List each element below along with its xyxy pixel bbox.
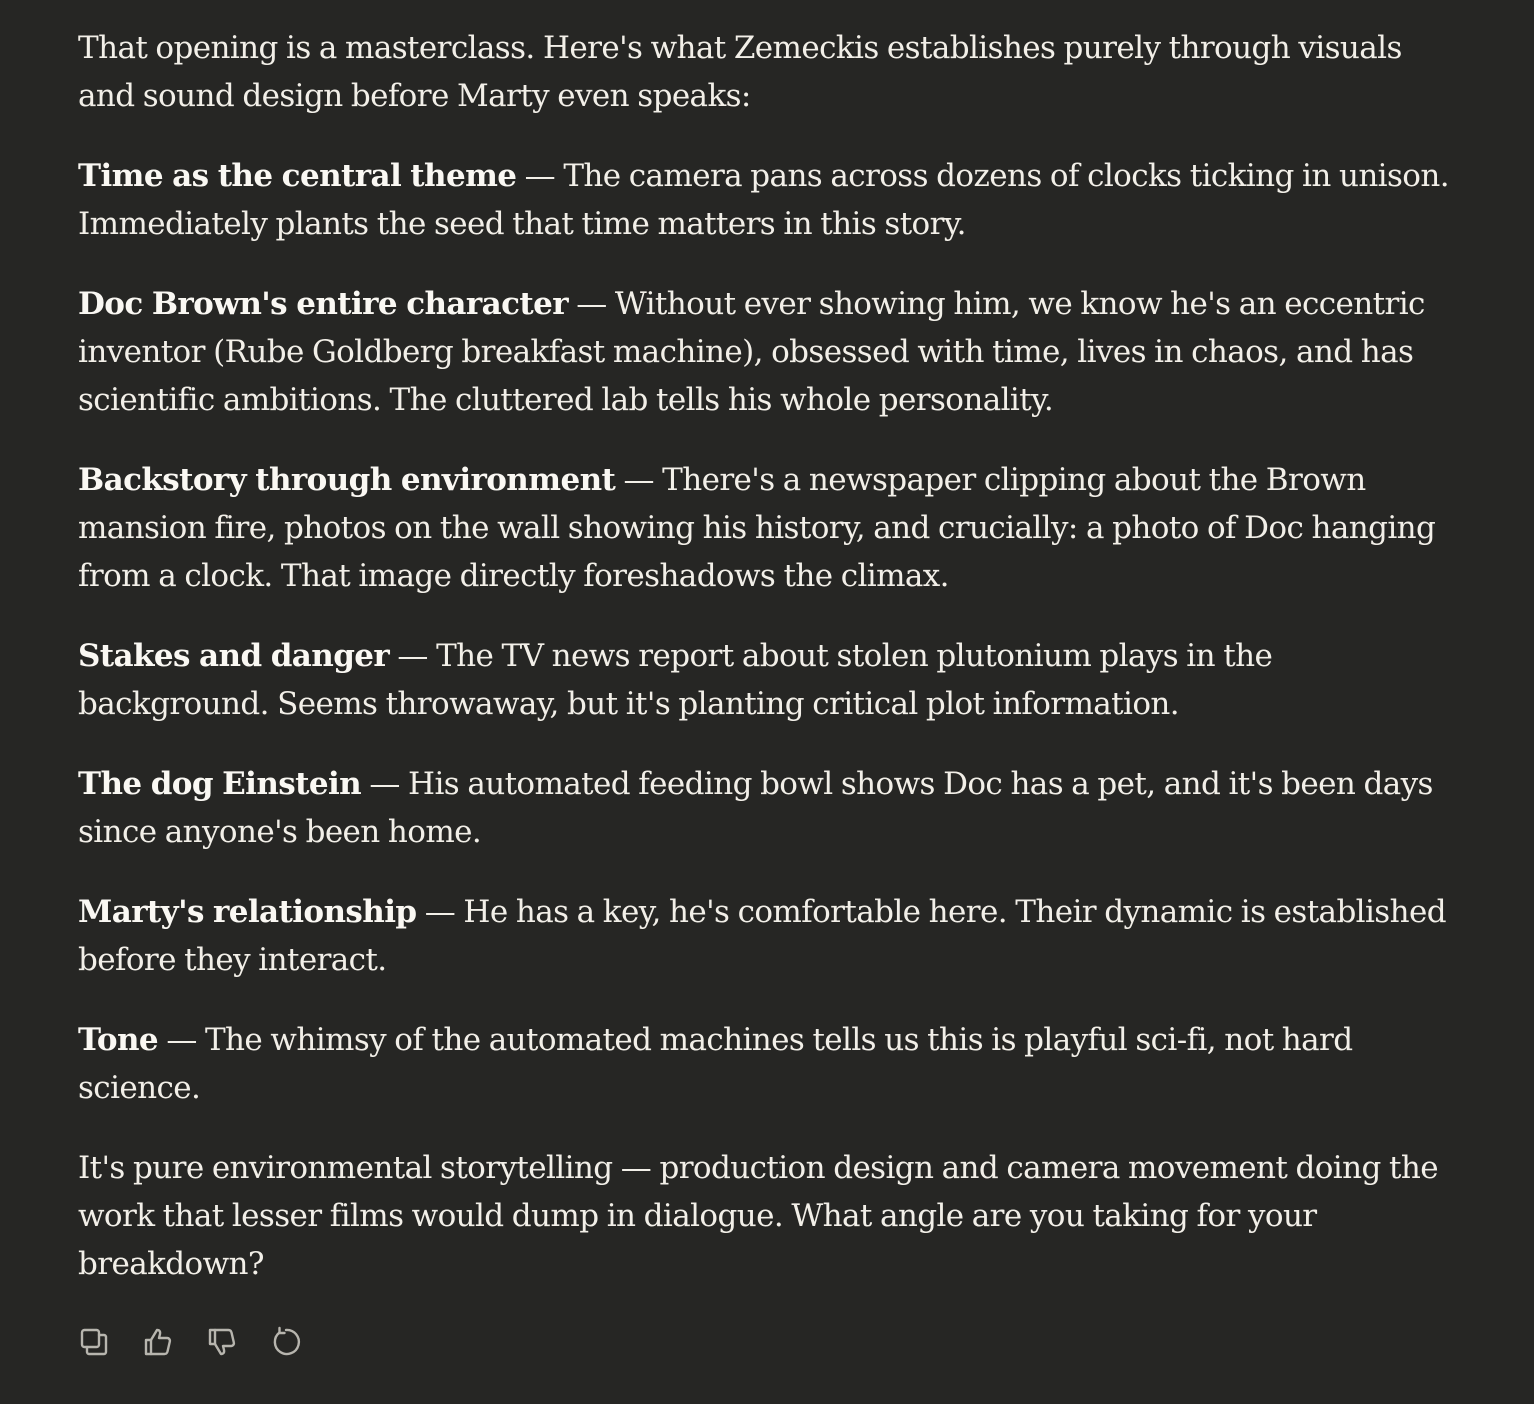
point-text: — There's a newspaper clipping about the Brown mansion fire, photos on the wall showing his history, and crucially: a photo of Doc hanging from a clock. That image directly foreshadows the climax. [78,462,1436,594]
point-text: — The camera pans across dozens of clocks ticking in unison. Immediately plants the seed that time matters in this story. [78,158,1449,242]
point-paragraph [78,1016,1458,1112]
thumbs-up-button[interactable] [140,1323,176,1361]
thumbs-down-button[interactable] [204,1323,240,1361]
point-paragraph [78,760,1458,856]
point-text: — He has a key, he's comfortable here. Their dynamic is established before they interact. [78,894,1446,978]
thumbs-up-icon [142,1326,174,1358]
point-title: Time as the central theme [78,158,517,194]
copy-button[interactable] [76,1323,112,1361]
point-text: — His automated feeding bowl shows Doc has a pet, and it's been days since anyone's been home. [78,766,1433,850]
intro-paragraph: That opening is a masterclass. Here's what Zemeckis establishes purely through visuals and sound design before Marty even speaks: [78,30,1402,114]
point-paragraph [78,152,1458,248]
point-paragraph [78,280,1458,424]
point-title: Doc Brown's entire character [78,286,568,322]
assistant-message [78,24,1458,1320]
point-title: Stakes and danger [78,638,390,674]
point-title: Tone [78,1022,159,1058]
point-title: Marty's relationship [78,894,417,930]
point-text: — The TV news report about stolen plutonium plays in the background. Seems throwaway, but it's planting critical plot information. [78,638,1273,722]
point-paragraph [78,632,1458,728]
point-text: — The whimsy of the automated machines tells us this is playful sci-fi, not hard science. [78,1022,1353,1106]
point-text: — Without ever showing him, we know he's an eccentric inventor (Rube Goldberg breakfast machine), obsessed with time, lives in chaos, and has scientific ambitions. The cluttered lab tells his whole personality. [78,286,1425,418]
point-title: Backstory through environment [78,462,616,498]
point-paragraph [78,456,1458,600]
thumbs-down-icon [206,1326,238,1358]
closing-paragraph: It's pure environmental storytelling — production design and camera movement doing the work that lesser films would dump in dialogue. What angle are you taking for your breakdown? [78,1150,1438,1282]
message-actions [76,1323,304,1361]
retry-icon [270,1326,302,1358]
retry-button[interactable] [268,1323,304,1361]
point-title: The dog Einstein [78,766,362,802]
copy-icon [78,1326,110,1358]
point-paragraph [78,888,1458,984]
